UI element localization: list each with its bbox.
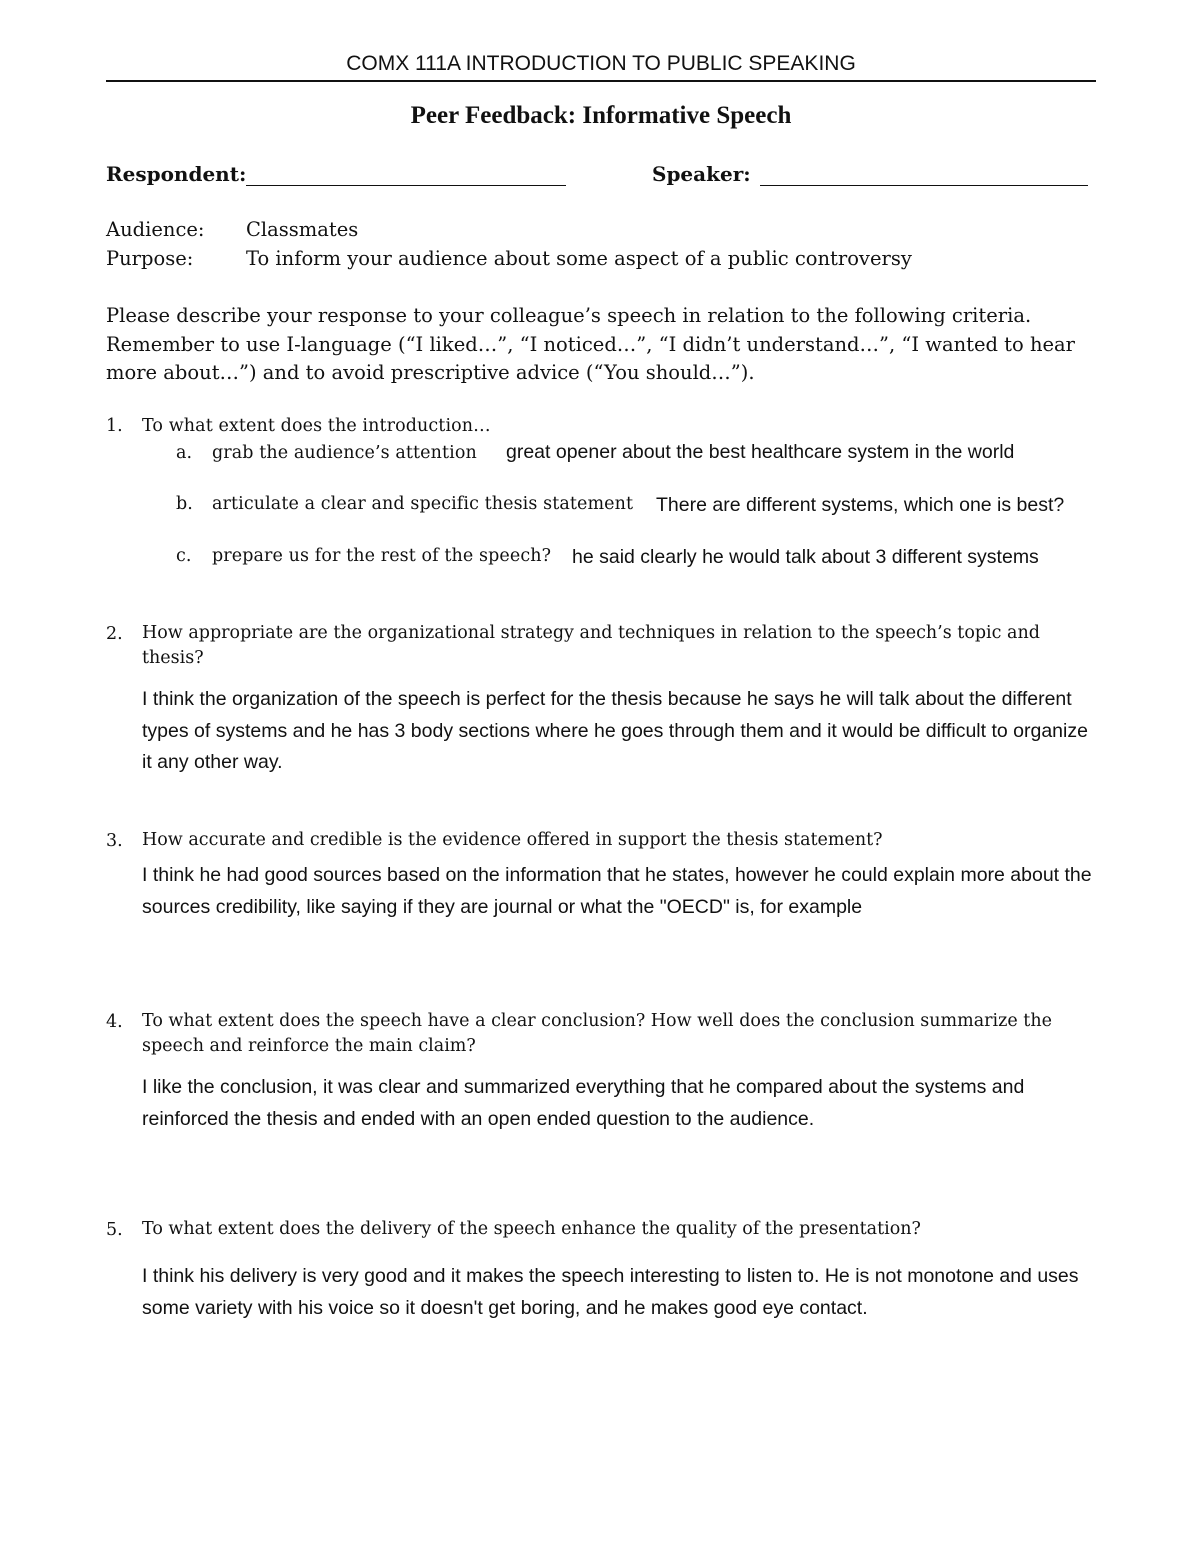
answer-text: great opener about the best healthcare system in the world	[506, 441, 1015, 463]
answer-text: I like the conclusion, it was clear and summarized everything that he compared about the systems and reinforced the thesis and ended with an open ended question to the audience.	[142, 1076, 1025, 1130]
answer-text: I think the organization of the speech is perfect for the thesis because he says he will talk about the different types of systems and he has 3 body sections where he goes through them and it would be difficult to organize it any other way.	[142, 688, 1088, 773]
subitem-letter: c.	[176, 546, 192, 566]
page-title: Peer Feedback: Informative Speech	[410, 102, 792, 129]
answer-text: There are different systems, which one is best?	[656, 494, 1065, 516]
question-number: 3.	[106, 831, 123, 851]
question-text: How appropriate are the organizational strategy and techniques in relation to the speech’s topic and thesis?	[142, 623, 1040, 668]
answer-text: I think his delivery is very good and it makes the speech interesting to listen to. He is not monotone and uses some variety with his voice so it doesn't get boring, and he makes good eye contact.	[142, 1265, 1079, 1319]
question-number: 5.	[106, 1220, 123, 1240]
question-number: 1.	[106, 416, 123, 436]
speaker-field[interactable]	[760, 185, 1088, 186]
speaker-label: Speaker:	[652, 162, 751, 186]
subitem-letter: a.	[176, 443, 193, 463]
subitem-letter: b.	[176, 494, 193, 514]
respondent-label: Respondent:	[106, 162, 247, 186]
course-header: COMX 111A INTRODUCTION TO PUBLIC SPEAKING	[346, 52, 856, 75]
subitem-text: prepare us for the rest of the speech?	[212, 546, 552, 566]
answer-text: he said clearly he would talk about 3 different systems	[572, 546, 1039, 568]
audience-label: Audience:	[106, 218, 205, 241]
question-text: To what extent does the speech have a clear conclusion? How well does the conclusion summarize the speech and reinforce the main claim?	[142, 1011, 1052, 1056]
purpose-value: To inform your audience about some aspect of a public controversy	[246, 247, 912, 270]
subitem-text: grab the audience’s attention	[212, 443, 477, 463]
respondent-field[interactable]	[246, 185, 566, 186]
header-rule	[106, 80, 1096, 82]
answer-text: I think he had good sources based on the information that he states, however he could explain more about the sources credibility, like saying if they are journal or what the "OECD" is, for example	[142, 864, 1092, 918]
audience-value: Classmates	[246, 218, 359, 241]
question-text: To what extent does the introduction…	[142, 416, 491, 436]
question-text: How accurate and credible is the evidence offered in support the thesis statement?	[142, 830, 883, 850]
instructions-paragraph: Please describe your response to your colleague’s speech in relation to the following criteria. Remember to use I-language (“I liked…”, “I noticed…”, “I didn’t understand…”, “I wanted to hear more about…”) and to avoid prescriptive advice (“You should…”).	[106, 304, 1076, 384]
subitem-text: articulate a clear and specific thesis statement	[212, 494, 634, 514]
question-number: 4.	[106, 1012, 123, 1032]
question-text: To what extent does the delivery of the speech enhance the quality of the presentation?	[142, 1219, 921, 1239]
purpose-label: Purpose:	[106, 247, 194, 270]
question-number: 2.	[106, 624, 123, 644]
